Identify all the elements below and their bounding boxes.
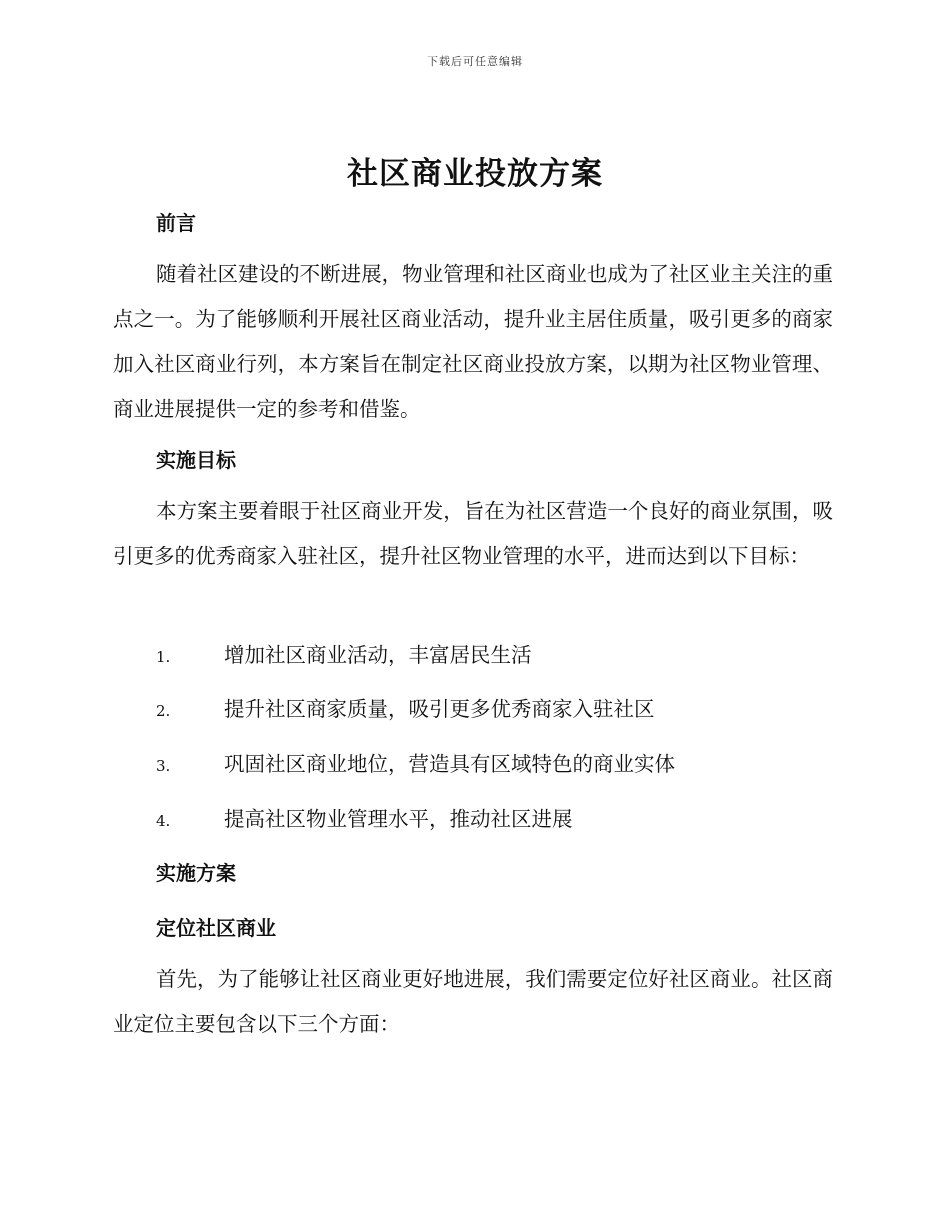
list-item (156, 692, 655, 722)
list-item (156, 747, 675, 777)
list-text: 巩固社区商业地位，营造具有区域特色的商业实体 (224, 752, 675, 776)
list-item (156, 638, 532, 668)
list-text: 提高社区物业管理水平，推动社区进展 (224, 807, 573, 831)
document-title: 社区商业投放方案 (347, 156, 603, 192)
list-number: 3. (156, 757, 171, 775)
list-number: 2. (156, 702, 171, 720)
heading-preface: 前言 (156, 211, 196, 235)
paragraph-preface: 随着社区建设的不断进展，物业管理和社区商业也成为了社区业主关注的重点之一。为了能够顺利开展社区商业活动，提升业主居住质量，吸引更多的商家加入社区商业行列，本方案旨在制定社区商业投放方案，以期为社区物业管理、商业进展提供一定的参考和借鉴。 (113, 262, 833, 421)
list-item (156, 802, 573, 832)
list-number: 1. (156, 648, 171, 666)
heading-goals: 实施目标 (156, 448, 236, 472)
paragraph-positioning: 首先，为了能够让社区商业更好地进展，我们需要定位好社区商业。社区商业定位主要包含以下三个方面： (113, 967, 833, 1036)
paragraph-goals: 本方案主要着眼于社区商业开发，旨在为社区营造一个良好的商业氛围，吸引更多的优秀商家入驻社区，提升社区物业管理的水平，进而达到以下目标： (113, 499, 833, 568)
heading-positioning: 定位社区商业 (156, 916, 276, 940)
header-note: 下载后可任意编辑 (427, 55, 523, 68)
list-text: 提升社区商家质量，吸引更多优秀商家入驻社区 (224, 697, 655, 721)
heading-plan: 实施方案 (156, 861, 236, 885)
list-number: 4. (156, 812, 171, 830)
list-text: 增加社区商业活动，丰富居民生活 (224, 643, 532, 667)
